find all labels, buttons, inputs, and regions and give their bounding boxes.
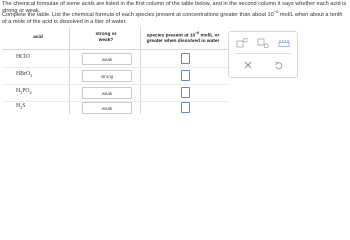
acid-formula: $H_2S$ bbox=[16, 103, 26, 111]
close-icon bbox=[244, 61, 252, 69]
acid-formula: $H_3PO_4$ bbox=[16, 88, 32, 96]
strength-value: strong bbox=[82, 70, 132, 82]
strength-value: weak bbox=[82, 102, 132, 114]
instructions-line-2: Complete the table. List the chemical formula of each species present at concentrations greater than about $10^{-6}$ mol/L when about a tenth of a mole of the acid is dissolved in a liter of water. bbox=[2, 9, 343, 25]
species-answer-input[interactable] bbox=[181, 70, 190, 81]
acid-formula: HBrO$_3$ bbox=[16, 71, 33, 79]
superscript-button[interactable] bbox=[235, 37, 249, 49]
undo-icon bbox=[274, 61, 283, 70]
column-header-acid: acid bbox=[33, 35, 43, 41]
dots-button[interactable] bbox=[277, 37, 291, 49]
column-header-strength: strong or weak? bbox=[95, 32, 117, 43]
table-row bbox=[2, 50, 228, 67]
table-row bbox=[2, 67, 228, 84]
undo-button[interactable] bbox=[271, 59, 285, 71]
answer-toolbar bbox=[228, 31, 298, 78]
superscript-icon bbox=[236, 38, 248, 48]
instructions-line-1: The chemical formulae of some acids are listed in the first column of the table below, and in the second column it says whether each acid is strong or weak. bbox=[2, 1, 347, 14]
acid-table bbox=[2, 27, 220, 114]
species-answer-input[interactable] bbox=[181, 87, 190, 98]
table-row bbox=[2, 99, 228, 116]
dots-icon bbox=[278, 38, 290, 48]
strength-value: weak bbox=[82, 53, 132, 65]
species-answer-input[interactable] bbox=[181, 53, 190, 64]
column-header-species: species present at $10^{-6}$ mol/L or greater when dissolved in water bbox=[146, 31, 220, 45]
strength-value: weak bbox=[82, 87, 132, 99]
clear-button[interactable] bbox=[241, 59, 255, 71]
toolbar-divider bbox=[235, 53, 291, 54]
acid-formula: HClO bbox=[16, 54, 30, 60]
subscript-button[interactable] bbox=[256, 37, 270, 49]
subscript-icon bbox=[257, 38, 269, 48]
species-answer-input[interactable] bbox=[181, 102, 190, 113]
